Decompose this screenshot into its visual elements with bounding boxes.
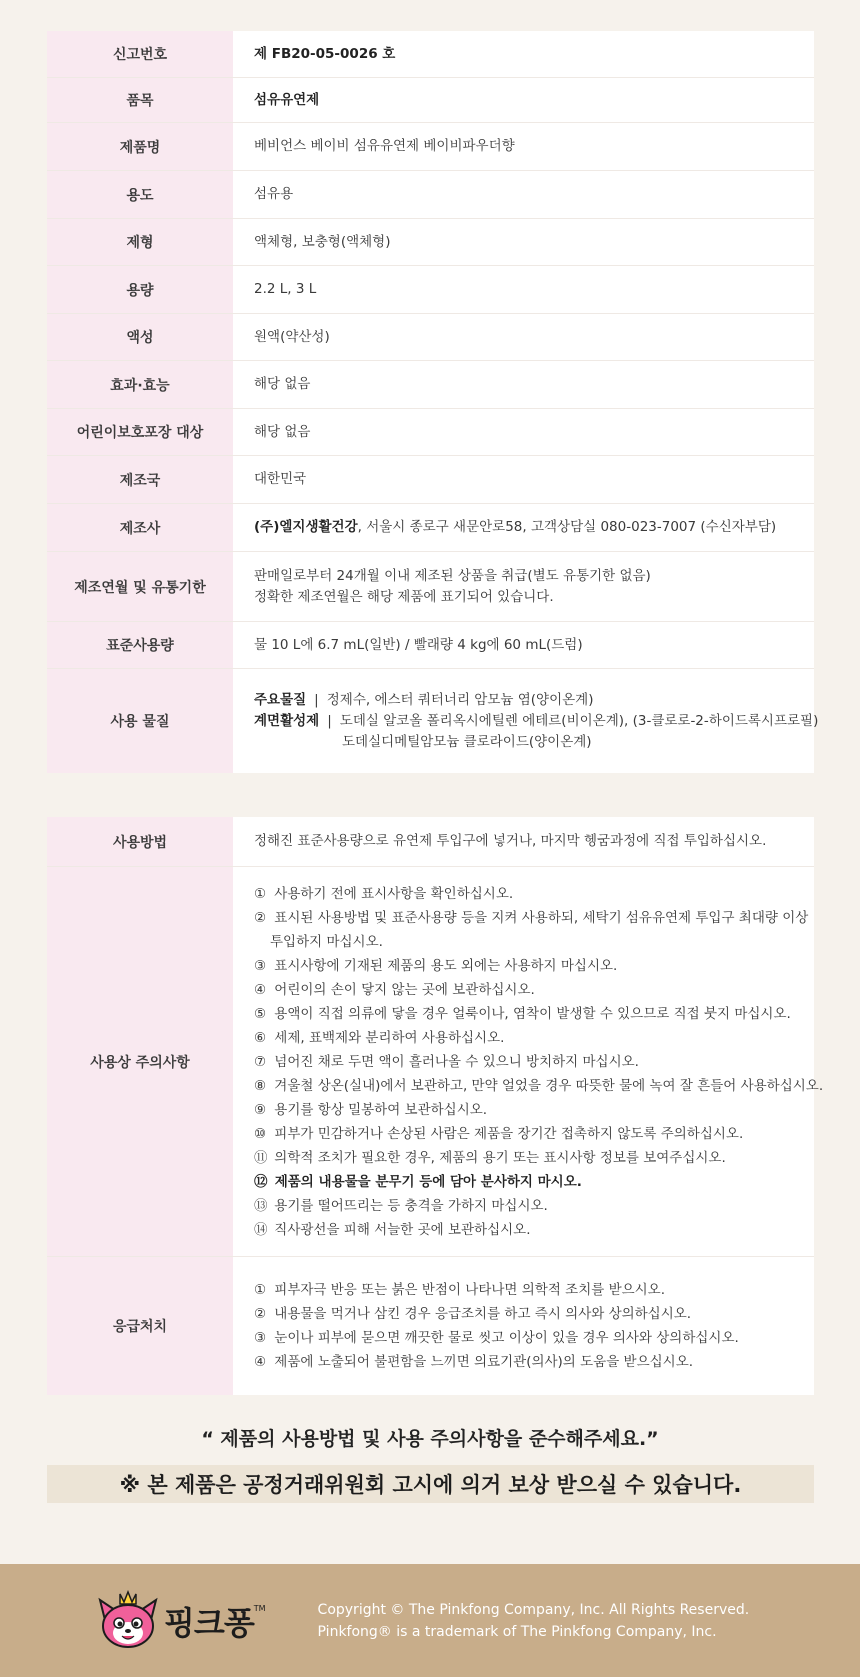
- surfactant-value: 도데실 알코올 폴리옥시에틸렌 에테르(비이온계), (3-클로로-2-하이드록시프로필): [339, 712, 819, 729]
- row-label: 어린이보호포장 대상: [47, 409, 233, 455]
- table-row: [47, 817, 814, 867]
- list-item: [254, 1194, 823, 1218]
- row-label: 효과·효능: [47, 361, 233, 408]
- row-value: [233, 456, 814, 503]
- section-gap: [0, 773, 860, 817]
- manufacturer-contact: , 서울시 종로구 새문안로58, 고객상담실 080-023-7007 (수신자부담): [357, 519, 777, 535]
- row-value: [233, 78, 814, 122]
- usage-table: [47, 817, 824, 1395]
- list-item-text: 피부자극 반응 또는 붉은 반점이 나타나면 의학적 조치를 받으시오.: [270, 1282, 666, 1298]
- separator: |: [314, 691, 319, 708]
- banner-text: ※ 본 제품은 공정거래위원회 고시에 의거 보상 받으실 수 있습니다.: [119, 1473, 742, 1497]
- caution-list: [233, 867, 823, 1256]
- liquid-property: 원액(약산성): [254, 328, 330, 345]
- list-item-number: ⑥: [254, 1029, 267, 1046]
- surfactant-line: [254, 711, 818, 732]
- row-value: [233, 123, 814, 170]
- table-row: [47, 504, 814, 552]
- expiry-line: 판매일로부터 24개월 이내 제조된 상품을 취급(별도 유통기한 없음): [254, 567, 651, 584]
- list-item-text: 내용물을 먹거나 삼킨 경우 응급조치를 하고 즉시 의사와 상의하십시오.: [270, 1306, 692, 1322]
- item-type: 섬유유연제: [254, 91, 320, 108]
- list-item: [254, 1026, 823, 1050]
- list-item-number: ①: [254, 885, 267, 902]
- list-item-text: 제품에 노출되어 불편함을 느끼면 의료기관(의사)의 도움을 받으십시오.: [270, 1354, 694, 1370]
- row-label: 표준사용량: [47, 622, 233, 668]
- row-value: [233, 314, 814, 360]
- table-row: [47, 867, 824, 1257]
- list-item-text: 용기를 떨어뜨리는 등 충격을 가하지 마십시오.: [270, 1197, 548, 1214]
- list-item-text: 피부가 민감하거나 손상된 사람은 제품을 장기간 접촉하지 않도록 주의하십시오.: [270, 1125, 744, 1142]
- list-item-number: ⑭: [254, 1221, 268, 1238]
- copyright: [318, 1599, 750, 1643]
- list-item: [254, 1302, 814, 1326]
- row-label: 용도: [47, 171, 233, 218]
- list-item-number: ⑨: [254, 1101, 267, 1118]
- list-item: [254, 1122, 823, 1146]
- list-item: [254, 1350, 814, 1374]
- logo-text: 핑크퐁: [164, 1603, 254, 1642]
- row-value: [233, 409, 814, 455]
- row-value: [233, 31, 814, 77]
- row-value: [233, 266, 814, 313]
- list-item-text: 표시된 사용방법 및 표준사용량 등을 지켜 사용하되, 세탁기 섬유유연제 투입구 최대량 이상: [270, 909, 809, 926]
- list-item-text: 넘어진 채로 두면 액이 흘러나올 수 있으니 방치하지 마십시오.: [270, 1053, 639, 1070]
- row-label: 사용상 주의사항: [47, 867, 233, 1256]
- table-row: [47, 456, 814, 504]
- list-item: [254, 1218, 823, 1242]
- list-item: [254, 1326, 814, 1350]
- formulation: 액체형, 보충형(액체형): [254, 233, 391, 250]
- list-item-text: 의학적 조치가 필요한 경우, 제품의 용기 또는 표시사항 정보를 보여주십시오.: [270, 1149, 726, 1166]
- list-item: [254, 978, 823, 1002]
- row-value: [233, 817, 814, 866]
- list-item-number: ④: [254, 1354, 267, 1370]
- list-item-number: ①: [254, 1282, 267, 1298]
- list-item-text: 용기를 항상 밀봉하여 보관하십시오.: [270, 1101, 488, 1118]
- surfactant-key: 계면활성제: [254, 712, 320, 729]
- list-item-number: ③: [254, 1330, 267, 1346]
- manufacturer-name: (주)엘지생활건강: [254, 519, 358, 535]
- row-label: 사용방법: [47, 817, 233, 866]
- row-label: 제조연월 및 유통기한: [47, 552, 233, 621]
- row-value: [233, 361, 814, 408]
- list-item-text: 용액이 직접 의류에 닿을 경우 얼룩이나, 염착이 발생할 수 있으므로 직접 붓지 마십시오.: [270, 1005, 791, 1022]
- list-item-number: ④: [254, 981, 267, 998]
- report-number: 제 FB20-05-0026 호: [254, 45, 396, 62]
- child-protection-value: 해당 없음: [254, 423, 311, 440]
- pinkfong-fox-icon: [96, 1590, 160, 1652]
- footer: [0, 1564, 860, 1677]
- product-info-table: [47, 31, 819, 773]
- row-label: 액성: [47, 314, 233, 360]
- pinkfong-logo: [96, 1590, 266, 1652]
- list-item-number: ⑦: [254, 1053, 267, 1070]
- table-row: [47, 622, 814, 669]
- table-row: [47, 219, 814, 266]
- effect-value: 해당 없음: [254, 376, 311, 392]
- row-value: [233, 171, 814, 218]
- usage-method: 정해진 표준사용량으로 유연제 투입구에 넣거나, 마지막 헹굼과정에 직접 투입하십시오.: [254, 833, 767, 849]
- table-row: [47, 552, 814, 622]
- row-value: [233, 669, 818, 773]
- list-item-text: 겨울철 상온(실내)에서 보관하고, 만약 얼었을 경우 따뜻한 물에 녹여 잘 흔들어 사용하십시오.: [270, 1077, 824, 1094]
- main-substance-key: 주요물질: [254, 691, 307, 708]
- row-label: 용량: [47, 266, 233, 313]
- capacity: 2.2 L, 3 L: [254, 281, 317, 297]
- compliance-notice: “ 제품의 사용방법 및 사용 주의사항을 준수해주세요.”: [201, 1428, 659, 1450]
- table-row: [47, 78, 814, 123]
- list-item-text: 어린이의 손이 닿지 않는 곳에 보관하십시오.: [270, 981, 535, 998]
- list-item: [254, 954, 823, 978]
- first-aid-list: [233, 1257, 814, 1395]
- trademark-mark: TM: [253, 1603, 266, 1613]
- copyright-line: Copyright © The Pinkfong Company, Inc. All Rights Reserved.: [317, 1601, 750, 1618]
- list-item-text: 세제, 표백제와 분리하여 사용하십시오.: [270, 1029, 505, 1046]
- trademark-line: Pinkfong® is a trademark of The Pinkfong Company, Inc.: [317, 1623, 717, 1640]
- table-row: [47, 171, 814, 219]
- table-row: [47, 669, 819, 773]
- table-row: [47, 1257, 814, 1395]
- list-item: [254, 1002, 823, 1026]
- list-item: [254, 1098, 823, 1122]
- table-row: [47, 266, 814, 314]
- list-item: [254, 882, 823, 906]
- row-value: [233, 622, 814, 668]
- row-label: 제조국: [47, 456, 233, 503]
- table-row: [47, 409, 814, 456]
- main-substance-value: 정제수, 에스터 쿼터너리 암모늄 염(양이온계): [326, 691, 594, 708]
- list-item: [254, 1146, 823, 1170]
- list-item-text: 사용하기 전에 표시사항을 확인하십시오.: [270, 885, 514, 902]
- list-item-number: ⑩: [254, 1125, 267, 1142]
- country-of-manufacture: 대한민국: [254, 471, 307, 487]
- list-item-number: ②: [254, 1306, 267, 1322]
- list-item-text: 직사광선을 피해 서늘한 곳에 보관하십시오.: [270, 1221, 531, 1238]
- table-row: [47, 361, 814, 409]
- row-label: 사용 물질: [47, 669, 233, 773]
- row-value: [233, 552, 814, 621]
- table-row: [47, 31, 814, 78]
- list-item: [254, 906, 823, 930]
- surfactant-line-cont: [254, 732, 818, 753]
- list-item-number: ⑤: [254, 1005, 267, 1022]
- list-item-text: 표시사항에 기재된 제품의 용도 외에는 사용하지 마십시오.: [270, 957, 618, 974]
- list-item-number: ③: [254, 957, 267, 974]
- standard-dosage: 물 10 L에 6.7 mL(일반) / 빨래량 4 kg에 60 mL(드럼): [254, 636, 583, 653]
- list-item-text: 제품의 내용물을 분무기 등에 담아 분사하지 마시오.: [270, 1173, 582, 1190]
- list-item-number: ⑪: [254, 1149, 268, 1166]
- surfactant-value-cont: 도데실디메틸암모늄 클로라이드(양이온계): [342, 733, 592, 750]
- list-item-number: ⑧: [254, 1077, 267, 1094]
- compensation-banner: [47, 1465, 814, 1503]
- manufacturer-line: [254, 517, 814, 538]
- row-label: 제형: [47, 219, 233, 265]
- row-label: 신고번호: [47, 31, 233, 77]
- row-label: 응급처치: [47, 1257, 233, 1395]
- row-value: [233, 219, 814, 265]
- list-item-text: 눈이나 피부에 묻으면 깨끗한 물로 씻고 이상이 있을 경우 의사와 상의하십시오.: [270, 1330, 739, 1346]
- row-label: 제품명: [47, 123, 233, 170]
- list-item-continuation: 투입하지 마십시오.: [270, 933, 383, 950]
- list-item-number: ②: [254, 909, 267, 926]
- table-row: [47, 123, 814, 171]
- product-name: 베비언스 베이비 섬유유연제 베이비파우더향: [254, 138, 515, 154]
- main-substance-line: [254, 690, 818, 711]
- list-item-number: ⑬: [254, 1197, 268, 1214]
- row-value: [233, 504, 814, 551]
- table-row: [47, 314, 814, 361]
- row-label: 제조사: [47, 504, 233, 551]
- usage-purpose: 섬유용: [254, 186, 294, 202]
- list-item-number: ⑫: [254, 1173, 268, 1190]
- expiry-line: 정확한 제조연월은 해당 제품에 표기되어 있습니다.: [254, 588, 554, 605]
- list-item: [254, 1050, 823, 1074]
- list-item: [254, 1278, 814, 1302]
- list-item: [254, 1170, 823, 1194]
- list-item: [254, 1074, 823, 1098]
- row-label: 품목: [47, 78, 233, 122]
- separator: |: [327, 712, 332, 729]
